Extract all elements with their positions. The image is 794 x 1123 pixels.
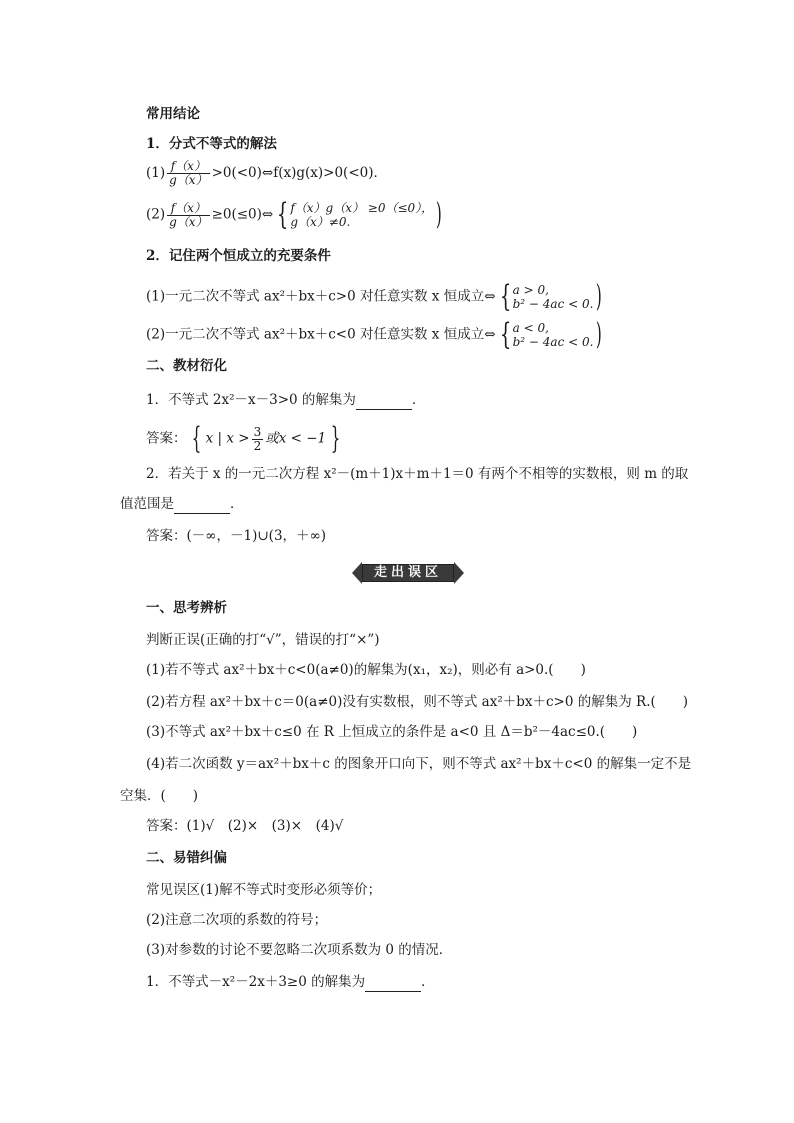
- section-heading-conclusions: 常用结论: [146, 106, 200, 122]
- rule-1-fraction: [167, 160, 209, 187]
- rule-2-prefix: (2): [146, 206, 166, 223]
- rule-2-denominator: g（x）: [169, 214, 208, 229]
- rule-2-fraction: [167, 202, 209, 229]
- question-1: [146, 390, 425, 410]
- answer-1-cond: x >: [226, 430, 250, 447]
- item-conditions: [146, 246, 331, 266]
- mistake-question-text: 1．不等式－x²－2x＋3≥0 的解集为: [146, 974, 366, 990]
- judgement-answer: 答案：(1)√ (2)× (3)× (4)√: [146, 818, 344, 834]
- answer-1: [146, 421, 345, 456]
- rule-2-system-line1: f（x）g（x） ≥0（≤0），: [290, 201, 434, 215]
- question-2-text: 值范围是: [120, 496, 174, 512]
- judgement-4-line1: (4)若二次函数 y＝ax²＋bx＋c 的图象开口向下，则不等式 ax²＋bx＋c<0 的解集一定不是: [146, 756, 692, 772]
- condition-1-text: (1)一元二次不等式 ax²＋bx＋c>0 对任意实数 x 恒成立⇔: [146, 288, 496, 305]
- condition-1-line1: a > 0,: [512, 283, 549, 297]
- right-brace-icon: }: [330, 421, 341, 456]
- rule-2-system: [290, 201, 433, 229]
- condition-2-line1: a < 0,: [512, 321, 549, 335]
- left-brace-icon: {: [499, 317, 511, 352]
- mistake-3: (3)对参数的讨论不要忽略二次项系数为 0 的情况．: [146, 942, 453, 958]
- answer-1-cond2: 或x < −1: [265, 430, 327, 447]
- condition-2: [146, 317, 605, 352]
- answer-1-fraction: [252, 426, 264, 453]
- item-conditions-prefix: 2．记住: [146, 248, 196, 264]
- rule-1-prefix: (1): [146, 165, 166, 181]
- condition-2-text: (2)一元二次不等式 ax²＋bx＋c<0 对任意实数 x 恒成立⇔: [146, 326, 496, 343]
- answer-blank: [365, 977, 421, 992]
- question-2-line2: [120, 494, 244, 514]
- right-paren-icon: ): [596, 317, 603, 352]
- mistake-question: [146, 972, 435, 992]
- rule-2-middle: ≥0(≤0)⇔: [211, 206, 274, 223]
- right-paren-icon: ): [596, 279, 603, 314]
- rule-1: [146, 160, 387, 187]
- judgement-2: (2)若方程 ax²＋bx＋c＝0(a≠0)没有实数根，则不等式 ax²＋bx＋c>0 的解集为 R.( ): [146, 694, 689, 710]
- judgement-3: (3)不等式 ax²＋bx＋c≤0 在 R 上恒成立的条件是 a<0 且 Δ＝b²－4ac≤0.( ): [146, 724, 638, 740]
- left-brace-icon: {: [277, 197, 289, 232]
- item-conditions-title: 两个恒成立的充要条件: [195, 248, 331, 264]
- question-2-line1: 2．若关于 x 的一元二次方程 x²－(m＋1)x＋m＋1＝0 有两个不相等的实数根，则 m 的取: [146, 466, 689, 482]
- rule-1-numerator: f（x）: [167, 160, 209, 174]
- rule-2-numerator: f（x）: [167, 202, 209, 216]
- answer-1-numerator: 3: [253, 424, 262, 439]
- answer-1-denominator: 2: [253, 438, 262, 453]
- answer-1-var: x: [205, 430, 214, 447]
- condition-2-system: [513, 321, 594, 349]
- judgement-4-line2: 空集．( ): [120, 788, 199, 804]
- judgement-1: (1)若不等式 ax²＋bx＋c<0(a≠0)的解集为(x₁，x₂)，则必有 a>0.( ): [146, 662, 586, 678]
- right-paren-icon: ): [436, 197, 442, 232]
- rule-1-denominator: g（x）: [169, 173, 208, 187]
- left-brace-icon: {: [499, 279, 511, 314]
- condition-1: [146, 279, 605, 314]
- section-heading-textbook: 二、教材衍化: [146, 358, 227, 374]
- banner-title: 走出误区: [373, 565, 442, 580]
- rule-2-system-line2: g（x）≠0.: [290, 215, 351, 229]
- answer-1-label: 答案：: [146, 430, 187, 447]
- item-fraction-inequality: 1．分式不等式的解法: [146, 136, 277, 152]
- bar-icon: |: [213, 430, 227, 447]
- question-1-end: ．: [411, 392, 426, 408]
- question-1-text: 1．不等式 2x²－x－3>0 的解集为: [146, 392, 356, 408]
- rule-2: [146, 197, 445, 232]
- left-brace-icon: {: [191, 421, 201, 456]
- condition-1-line2: b² − 4ac < 0.: [512, 297, 594, 311]
- mistake-2: (2)注意二次项的系数的符号；: [146, 912, 328, 928]
- section-banner: [352, 562, 464, 584]
- answer-blank: [356, 395, 412, 410]
- condition-2-line2: b² − 4ac < 0.: [512, 335, 594, 349]
- mistake-1: 常见误区(1)解不等式时变形必须等价；: [146, 882, 382, 898]
- judgement-intro: 判断正误(正确的打“√”，错误的打“×”): [146, 632, 380, 648]
- question-2-end: ．: [230, 496, 244, 512]
- section-heading-mistakes: 二、易错纠偏: [146, 850, 227, 866]
- condition-1-system: [513, 283, 594, 311]
- section-heading-analysis: 一、思考辨析: [146, 600, 227, 616]
- rule-1-result: >0(<0)⇔f(x)g(x)>0(<0)．: [211, 165, 387, 181]
- answer-2: 答案：(－∞，－1)∪(3，＋∞): [146, 528, 327, 544]
- answer-blank: [174, 499, 230, 514]
- mistake-question-end: ．: [421, 974, 435, 990]
